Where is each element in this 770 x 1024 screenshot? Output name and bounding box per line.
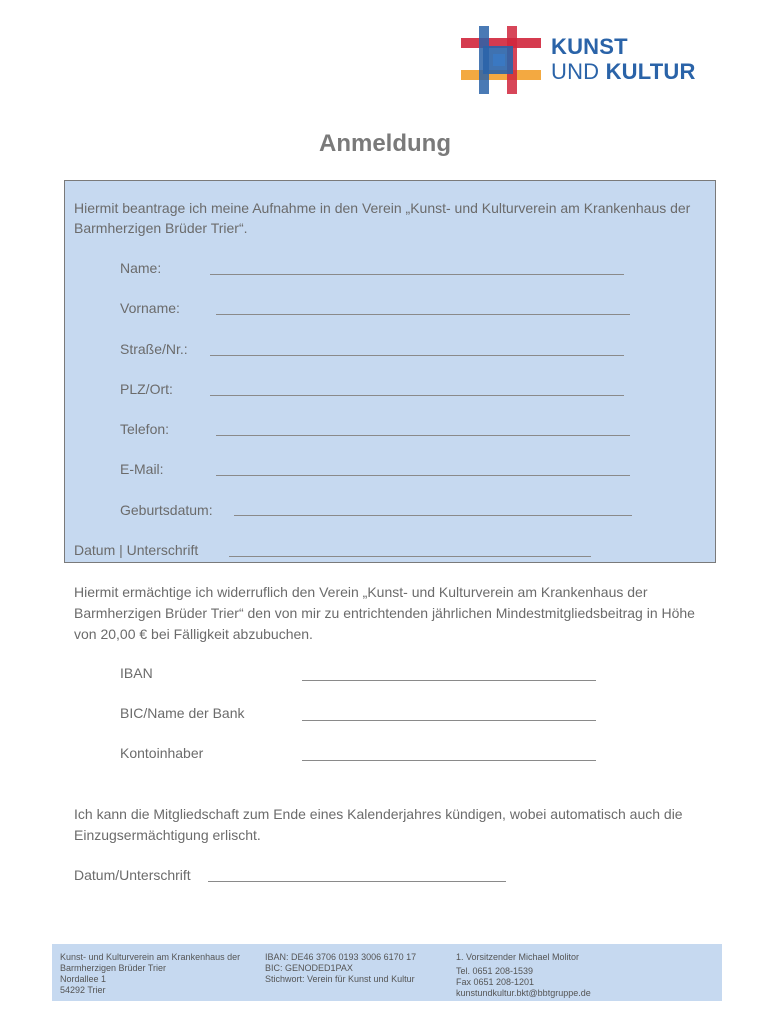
footer-contact-line: Fax 0651 208-1201 [456,977,535,987]
logo-wordmark [551,34,696,84]
footer-address [60,952,240,996]
iban-label: IBAN [120,665,153,681]
kontoinhaber-line[interactable] [302,760,596,761]
footer-bank-line: Stichwort: Verein für Kunst und Kultur [265,974,415,984]
vorname-label: Vorname: [120,300,180,316]
name-line[interactable] [210,274,624,275]
footer-address-line: Barmherzigen Brüder Trier [60,963,167,973]
footer-address-line: Nordallee 1 [60,974,107,984]
kontoinhaber-label: Kontoinhaber [120,745,204,761]
name-label: Name: [120,260,162,276]
footer-contact [456,952,591,999]
logo [461,26,721,96]
membership-intro: Hiermit beantrage ich meine Aufnahme in den Verein „Kunst- und Kulturverein am Krankenhaus der Barmherzigen Brüder Trier“. [74,200,691,236]
footer-bank [265,952,416,985]
geburtsdatum-line[interactable] [234,515,632,516]
footer-address-line: 54292 Trier [60,985,106,995]
logo-und: UND [551,59,600,84]
telefon-label: Telefon: [120,421,170,437]
logo-line-2 [551,59,696,84]
bic-line[interactable] [302,720,596,721]
footer-bank-line: IBAN: DE46 3706 0193 3006 6170 17 [265,952,417,962]
plz-ort-label: PLZ/Ort: [120,381,173,397]
email-label: E-Mail: [120,461,164,477]
footer [52,944,722,1001]
final-signature-line[interactable] [208,881,506,882]
plz-ort-line[interactable] [210,395,624,396]
vorname-line[interactable] [216,314,630,315]
telefon-line[interactable] [216,435,630,436]
strasse-label: Straße/Nr.: [120,341,188,357]
final-signature-label: Datum/Unterschrift [74,867,191,883]
footer-contact-line: 1. Vorsitzender Michael Molitor [456,952,580,962]
iban-line[interactable] [302,680,596,681]
logo-line-1: KUNST [551,34,628,59]
kunst-und-kultur-logo-mark [461,26,541,94]
bic-label: BIC/Name der Bank [120,705,245,721]
page-title: Anmeldung [319,130,451,157]
footer-bank-line: BIC: GENODED1PAX [265,963,353,973]
logo-kultur: KULTUR [605,59,696,84]
sepa-mandate-text: Hiermit ermächtige ich widerruflich den Verein „Kunst- und Kulturverein am Krankenhaus der Barmherzigen Brüder Trier“ den von mir zu entrichtenden jährlichen Mindestmitgliedsbeitrag in Höhe von 20,00 € bei Fälligkeit abzubuchen. [74,584,695,642]
datum-unterschrift-line[interactable] [229,556,591,557]
footer-contact-line: Tel. 0651 208-1539 [456,966,534,976]
cancellation-text: Ich kann die Mitgliedschaft zum Ende eines Kalenderjahres kündigen, wobei automatisch auch die Einzugsermächtigung erlischt. [74,806,683,843]
strasse-line[interactable] [210,355,624,356]
footer-contact-line: kunstundkultur.bkt@bbtgruppe.de [456,988,591,998]
footer-address-line: Kunst- und Kulturverein am Krankenhaus der [60,952,241,962]
email-line[interactable] [216,475,630,476]
datum-unterschrift-label: Datum | Unterschrift [74,542,199,558]
geburtsdatum-label: Geburtsdatum: [120,502,213,518]
